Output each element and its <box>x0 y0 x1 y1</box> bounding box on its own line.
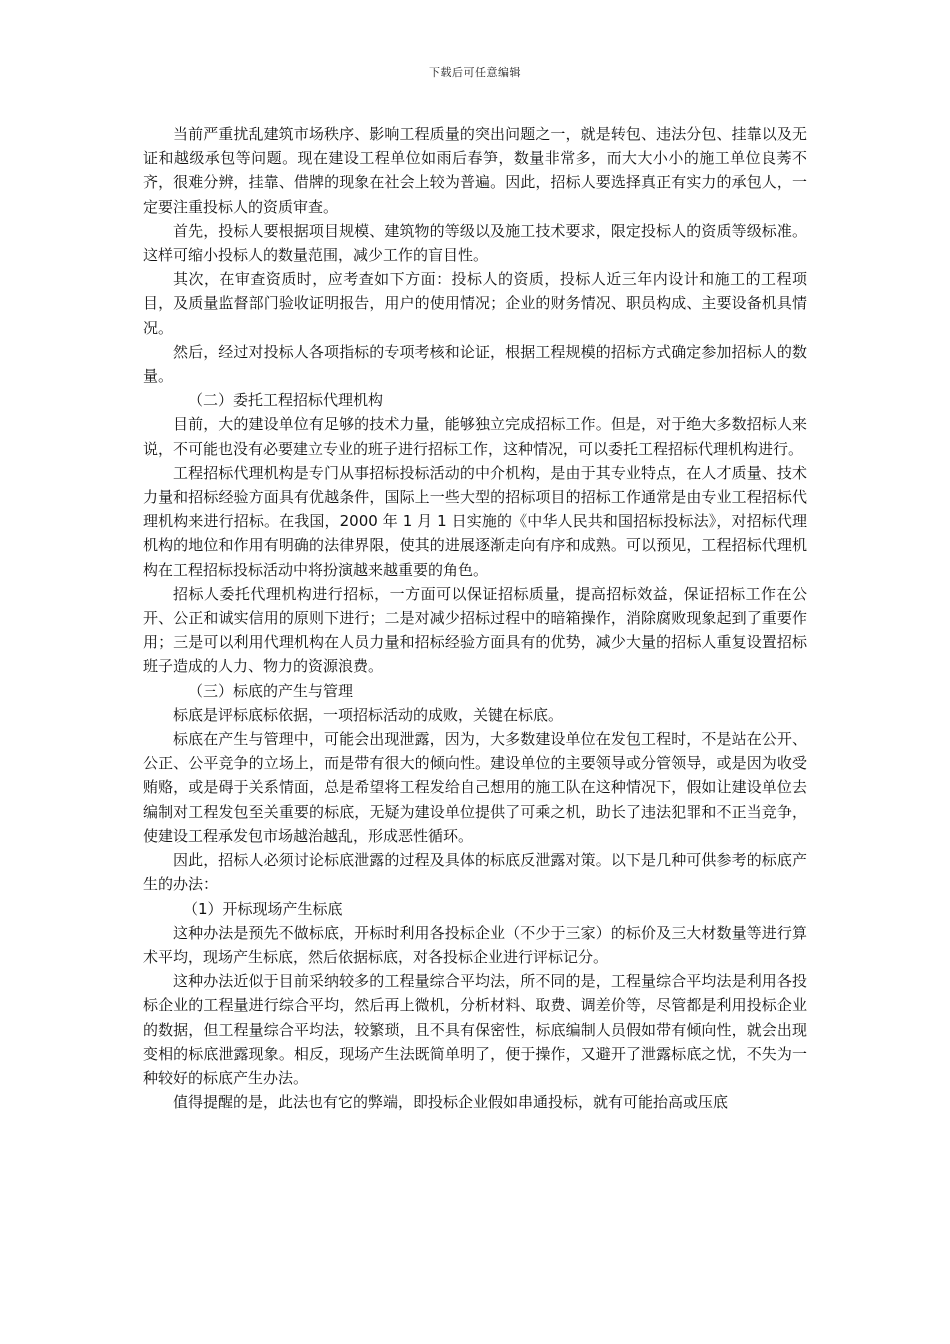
section-heading: （三）标底的产生与管理 <box>188 681 354 700</box>
document-body <box>143 122 807 1114</box>
page-header: 下载后可任意编辑 <box>429 66 521 79</box>
paragraph: 首先，投标人要根据项目规模、建筑物的等级以及施工技术要求，限定投标人的资质等级标准。这样可缩小投标人的数量范围，减少工作的盲目性。 <box>143 221 807 265</box>
paragraph: 其次，在审查资质时，应考查如下方面：投标人的资质，投标人近三年内设计和施工的工程项目，及质量监督部门验收证明报告，用户的使用情况；企业的财务情况、职员构成、主要设备机具情况。 <box>143 270 807 337</box>
paragraph: 这种办法近似于目前采纳较多的工程量综合平均法，所不同的是，工程量综合平均法是利用各投标企业的工程量进行综合平均，然后再上微机，分析材料、取费、调差价等，尽管都是利用投标企业的数据，但工程量综合平均法，较繁琐，且不具有保密性，标底编制人员假如带有倾向性，就会出现变相的标底泄露现象。相反，现场产生法既简单明了，便于操作，又避开了泄露标底之忧，不失为一种较好的标底产生办法。 <box>143 972 807 1087</box>
paragraph: 然后，经过对投标人各项指标的专项考核和论证，根据工程规模的招标方式确定参加招标人的数量。 <box>143 342 807 386</box>
paragraph: 当前严重扰乱建筑市场秩序、影响工程质量的突出问题之一，就是转包、违法分包、挂靠以及无证和越级承包等问题。现在建设工程单位如雨后春笋，数量非常多，而大大小小的施工单位良莠不齐，很难分辨，挂靠、借牌的现象在社会上较为普遍。因此，招标人要选择真正有实力的承包人，一定要注重投标人的资质审查。 <box>143 125 807 216</box>
paragraph: 标底在产生与管理中，可能会出现泄露，因为，大多数建设单位在发包工程时，不是站在公开、公正、公平竞争的立场上，而是带有很大的倾向性。建设单位的主要领导或分管领导，或是因为收受贿赂，或是碍于关系情面，总是希望将工程发给自己想用的施工队在这种情况下，假如让建设单位去编制对工程发包至关重要的标底，无疑为建设单位提供了可乘之机，助长了违法犯罪和不正当竞争，使建设工程承发包市场越治越乱，形成恶性循环。 <box>143 730 807 845</box>
paragraph: 招标人委托代理机构进行招标，一方面可以保证招标质量，提高招标效益，保证招标工作在公开、公正和诚实信用的原则下进行；二是对减少招标过程中的暗箱操作，消除腐败现象起到了重要作用；三是可以利用代理机构在人员力量和招标经验方面具有的优势，减少大量的招标人重复设置招标班子造成的人力、物力的资源浪费。 <box>143 584 807 676</box>
subsection-heading: （1）开标现场产生标底 <box>183 899 343 918</box>
section-heading: （二）委托工程招标代理机构 <box>188 391 384 410</box>
paragraph: 因此，招标人必须讨论标底泄露的过程及具体的标底反泄露对策。以下是几种可供参考的标底产生的办法： <box>143 851 807 894</box>
paragraph: 标底是评标底标依据，一项招标活动的成败，关键在标底。 <box>173 705 564 724</box>
paragraph: 目前，大的建设单位有足够的技术力量，能够独立完成招标工作。但是，对于绝大多数招标人来说，不可能也没有必要建立专业的班子进行招标工作，这种情况，可以委托工程招标代理机构进行。 <box>143 415 807 458</box>
paragraph: 这种办法是预先不做标底，开标时利用各投标企业（不少于三家）的标价及三大材数量等进行算术平均，现场产生标底，然后依据标底，对各投标企业进行评标记分。 <box>143 923 807 966</box>
paragraph: 工程招标代理机构是专门从事招标投标活动的中介机构，是由于其专业特点，在人才质量、技术力量和招标经验方面具有优越条件，国际上一些大型的招标项目的招标工作通常是由专业工程招标代理机构来进行招标。在我国，2000 年 1 月 1 日实施的《中华人民共和国招标投标法》，对招标代理机构的地位和作用有明确的法律界限，使其的进展逐渐走向有序和成熟。可以预见，工程招标代理机构在工程招标投标活动中将扮演越来越重要的角色。 <box>143 463 807 579</box>
paragraph: 值得提醒的是，此法也有它的弊端，即投标企业假如串通投标，就有可能抬高或压底 <box>173 1093 729 1112</box>
